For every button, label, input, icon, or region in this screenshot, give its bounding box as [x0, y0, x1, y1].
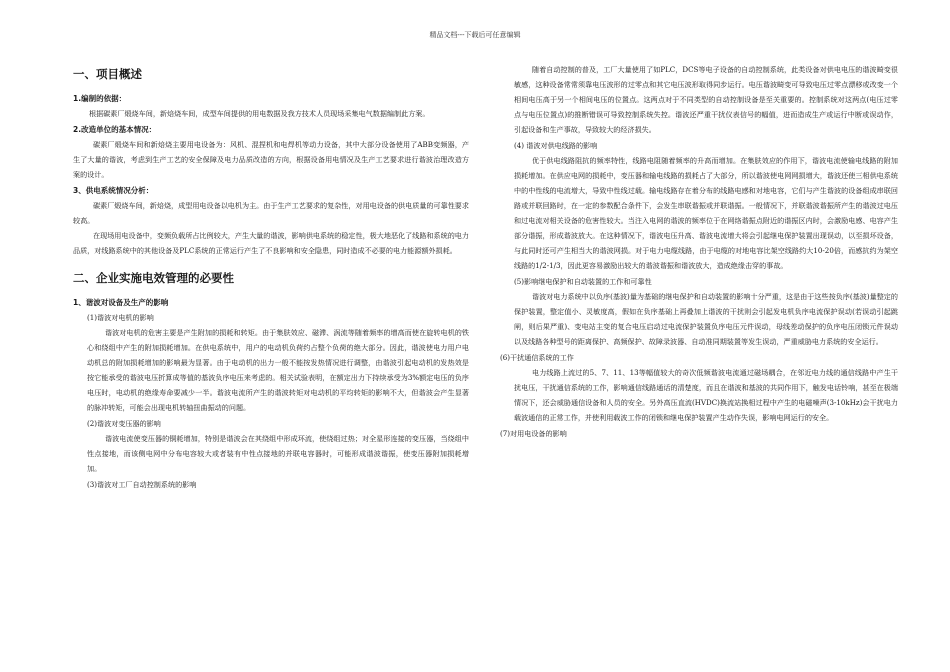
heading-auto-control: (3)谐波对工厂自动控制系统的影响	[87, 480, 197, 489]
page-header: 精品文档---下载后可任意编辑	[429, 31, 521, 39]
heading-communication: (6)干扰通信系统的工作	[500, 353, 574, 362]
paragraph-communication: 电力线路上流过的5、7、11、13等幅值较大的奇次低频谐波电流通过磁场耦合，在邻近电力线的通信线路中产生干扰电压，干扰通信系统的工作，影响通信线路通话的清楚度，而且在谐波和基波的共同作用下，触发电话铃响，甚至在极端情况下，还会威胁通信设备和人员的安全。另外高压直流(HVDC)换流站换相过程中产生的电磁噪声(3-10kHz)会干扰电力载波通信的正常工作，并使利用载波工作的闭锁和继电保护装置产生动作失误，影响电网运行的安全。	[514, 368, 898, 422]
heading-power-analysis: 3、供电系统情况分析：	[73, 186, 154, 195]
paragraph-motor: 谐波对电机的危害主要是产生附加的损耗和转矩。由于集肤效应、磁滞、涡流等随着频率的增高而使在旋转电机的铁心和绕组中产生的附加损耗增加。在供电系统中，用户的电动机负荷约占整个负荷的绝大部分。因此，谐波使电力用户电动机总的附加损耗增加的影响最为显著。由于电动机的出力一般不能按发热情况进行调整，由谐波引起电动机的发热效是按它能承受的谐波电压折算成等值的基波负序电压来考虑的。相关试验表明，在额定出力下持续承受为3%额定电压的负序电压时，电动机的绝缘寿命要减少一半。谐波电流所产生的谐波转矩对电动机的平均转矩的影响不大，但谐波会产生显著的脉冲转矩，可能会出现电机转轴扭曲振动的问题。	[87, 328, 469, 412]
heading-transformer: (2)谐波对变压器的影响	[87, 419, 161, 428]
paragraph-basis: 根据碳素厂煅烧车间，新焙烧车间，成型车间提供的用电数据及我方技术人员现场采集电气数据编制此方案。	[89, 109, 430, 118]
paragraph-power-lines: 优于供电线路阻抗的频率特性，线路电阻随着频率的升高而增加。在集肤效应的作用下，谐波电流使输电线路的附加损耗增加。在供应电网的损耗中，变压器和输电线路的损耗占了大部分，所以谐波使电网网损增大，谐波还使三相供电系统中的中性线的电流增大，导致中性线过载。输电线路存在着分布的线路电感和对地电容，它们与产生谐波的设备组成串联回路或并联回路时，在一定的参数配合条件下，会发生串联谐振或并联谐振。一般情况下，并联谐波谐振所产生的谐波过电压和过电流对相关设备的危害性较大。当注入电网的谐波的频率位于在网络谐振点附近的谐振区内时，会激励电感、电容产生部分谐振，形成谐波放大。在这种情况下，谐波电压升高、谐波电流增大将会引起继电保护装置出现误动，以至损坏设备，与此同时还可产生相当大的谐波网损。对于电力电缆线路，由于电缆的对地电容比架空线路约大10-20倍，而感抗约为架空线路的1/2-1/3，因此更容易激励出较大的谐波谐振和谐波放大，造成绝缘击穿的事故。	[514, 156, 898, 270]
heading-relay-protection: (5)影响继电保护和自动装置的工作和可靠性	[514, 277, 652, 286]
section-title-2: 二、企业实施电效管理的必要性	[73, 271, 234, 285]
paragraph-relay-protection: 谐波对电力系统中以负序(基波)量为基础的继电保护和自动装置的影响十分严重，这是由于这些按负序(基波)量整定的保护装置，整定值小、灵敏度高，假如在负序基础上再叠加上谐波的干扰则会引起发电机负序电流保护误动(若误动引起跳闸，则后果严重)、变电站主变的复合电压启动过电流保护装置负序电压元件误动，母线差动保护的负序电压闭锁元件误动以及线路各种型号的距离保护、高频保护、故障录波器、自动准同期装置等发生误动，严重威胁电力系统的安全运行。	[514, 292, 898, 346]
heading-basis: 1.编制的依据：	[73, 94, 127, 103]
heading-electrical-equipment: (7)对用电设备的影响	[500, 429, 567, 438]
heading-harmonic-effects: 1、谐波对设备及生产的影响	[73, 298, 169, 307]
heading-basic-info: 2.改造单位的基本情况：	[73, 125, 157, 134]
paragraph-power-analysis-1: 碳素厂煅烧车间，新焙烧，成型用电设备以电机为主。由于生产工艺要求的复杂性，对用电设备的供电质量的可靠性要求较高。	[73, 201, 469, 225]
heading-power-lines: (4) 谐波对供电线路的影响	[514, 141, 598, 150]
paragraph-transformer: 谐波电流使变压器的铜耗增加，特别是谐波会在其绕组中形成环流，使绕组过热；对全星形连接的变压器，当绕组中性点接地，而该侧电网中分布电容较大或者装有中性点接地的并联电容器时，可能形成谐波谐振，使变压器附加损耗增加。	[87, 434, 469, 473]
right-column	[500, 62, 898, 441]
paragraph-auto-control: 随着自动控制的普及，工厂大量使用了如PLC，DCS等电子设备的自动控制系统，此类设备对供电电压的谐波畸变很敏感，这种设备常常须靠电压波形的过零点和其它电压波形取得同步运行。电压谐波畸变可导致电压过零点漂移或改变一个相间电压高于另一个相间电压的位置点。这两点对于不同类型的自动控制设备是至关重要的。控制系统对这两点(电压过零点与电压位置点)的推断错误可导致控制系统失控。谐波还严重干扰仪表信号的幅值，进而造成生产或运行中断或误动作，引起设备和生产事故，导致较大的经济损失。	[514, 65, 898, 134]
left-column	[73, 60, 469, 492]
heading-motor: (1)谐波对电机的影响	[87, 313, 154, 322]
paragraph-power-analysis-2: 在现场用电设备中，变频负载所占比例较大，产生大量的谐波，影响供电系统的稳定性，极大地恶化了线路和系统的电力品质，对线路系统中的其他设备及PLC系统的正常运行产生了不良影响和安全隐患，同时造成不必要的电力能源额外损耗。	[73, 231, 469, 255]
section-title-1: 一、项目概述	[73, 67, 142, 81]
paragraph-basic-info: 碳素厂煅烧车间和新焙烧主要用电设备为：风机、混捏机和电焊机等动力设备，其中大部分设备使用了ABB变频器，产生了大量的谐波，考虑到生产工艺的安全保障及电力品质改造的方向，根据设备用电情况及生产工艺要求进行谐波治理改造方案的设计。	[73, 140, 469, 179]
